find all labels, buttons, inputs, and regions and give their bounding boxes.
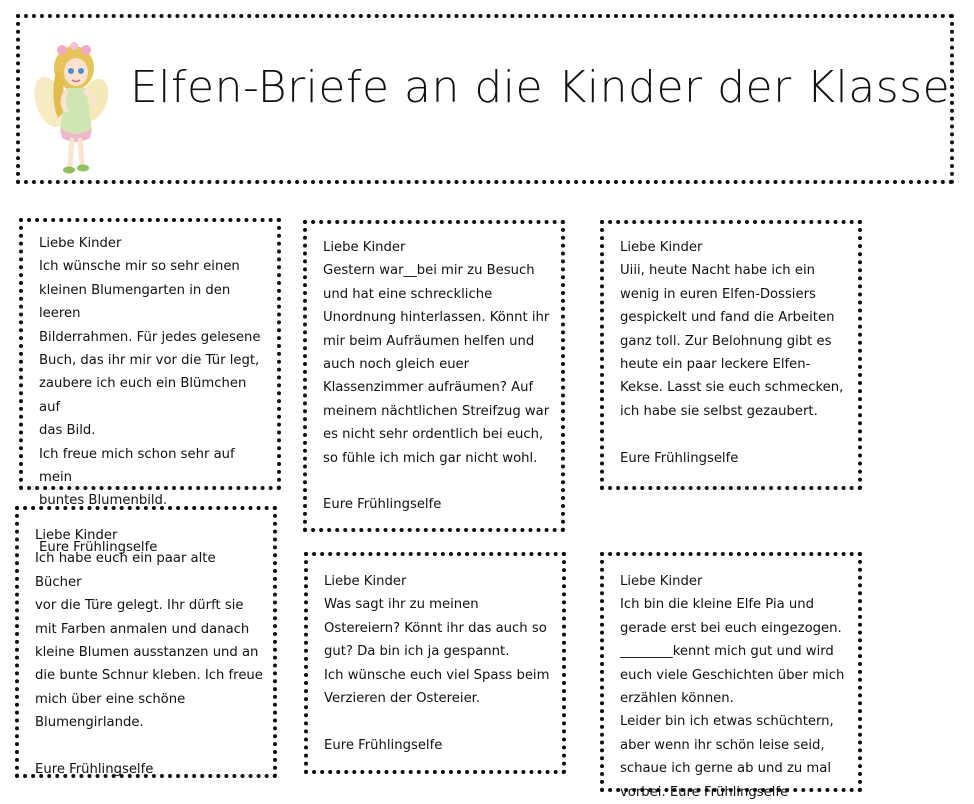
letter-salutation: Liebe Kinder (35, 528, 118, 543)
letter-signature: Eure Frühlingselfe (620, 450, 739, 466)
letter-salutation: Liebe Kinder (620, 240, 703, 255)
letter-body: Was sagt ihr zu meinen Ostereiern? Könnt ihr das auch so gut? Da bin ich ja gespannt. Ich wünsche euch viel Spass beim Verzieren der Ostereier. (324, 597, 550, 707)
letter-body: Gestern war__bei mir zu Besuch und hat eine schreckliche Unordnung hinterlassen. Könnt ihr mir beim Aufräumen helfen und auch noch gleich euer Klassenzimmer aufräumen? Auf meinem nächtlichen Streifzug war es nicht sehr ordentlich bei euch, so fühle ich mich gar nicht wohl. (323, 263, 550, 466)
letter-signature: Eure Frühlingselfe (39, 540, 158, 556)
letter-salutation: Liebe Kinder (620, 574, 703, 589)
letter-body: Ich habe euch ein paar alte Bücher vor die Türe gelegt. Ihr dürft sie mit Farben anmalen und danach kleine Blumen ausstanzen und an die bunte Schnur kleben. Ich freue mich über eine schöne Blumengirlande. (35, 551, 263, 731)
page-header (16, 14, 954, 184)
fairy-illustration (32, 40, 114, 176)
letter-salutation: Liebe Kinder (324, 574, 407, 589)
letter-body: Uiii, heute Nacht habe ich ein wenig in euren Elfen-Dossiers gespickelt und fand die Arbeiten ganz toll. Zur Belohnung gibt es heute ein paar leckere Elfen- Kekse. Lasst sie euch schmecken, ich habe sie selbst gezaubert. (620, 263, 844, 419)
letter-card-6 (600, 552, 862, 800)
letter-card-3 (600, 220, 862, 490)
letter-signature: Eure Frühlingselfe (323, 497, 442, 513)
letter-card-1 (19, 218, 281, 556)
letter-card-2 (303, 220, 565, 532)
letter-body: Ich bin die kleine Elfe Pia und gerade erst bei euch eingezogen. ________kennt mich gut und wird euch viele Geschichten über mich erzählen können. Leider bin ich etwas schüchtern, aber wenn ihr schön leise seid, schaue ich gerne ab und zu mal vorbei. Eure Frühlingselfe (620, 597, 845, 800)
letter-body: Ich wünsche mir so sehr einen kleinen Blumengarten in den leeren Bilderrahmen. Für jedes gelesene Buch, das ihr mir vor die Tür legt, zaubere ich euch ein Blümchen auf das Bild. Ich freue mich schon sehr auf mein buntes Blumenbild. (39, 259, 261, 509)
letter-card-4 (15, 506, 277, 778)
page-title: Elfen-Briefe an die Kinder der Klasse (130, 62, 951, 113)
letter-card-5 (304, 552, 566, 774)
letter-salutation: Liebe Kinder (39, 236, 122, 251)
letter-signature: Eure Frühlingselfe (35, 762, 154, 778)
letter-signature: Eure Frühlingselfe (324, 737, 443, 753)
letter-salutation: Liebe Kinder (323, 240, 406, 255)
